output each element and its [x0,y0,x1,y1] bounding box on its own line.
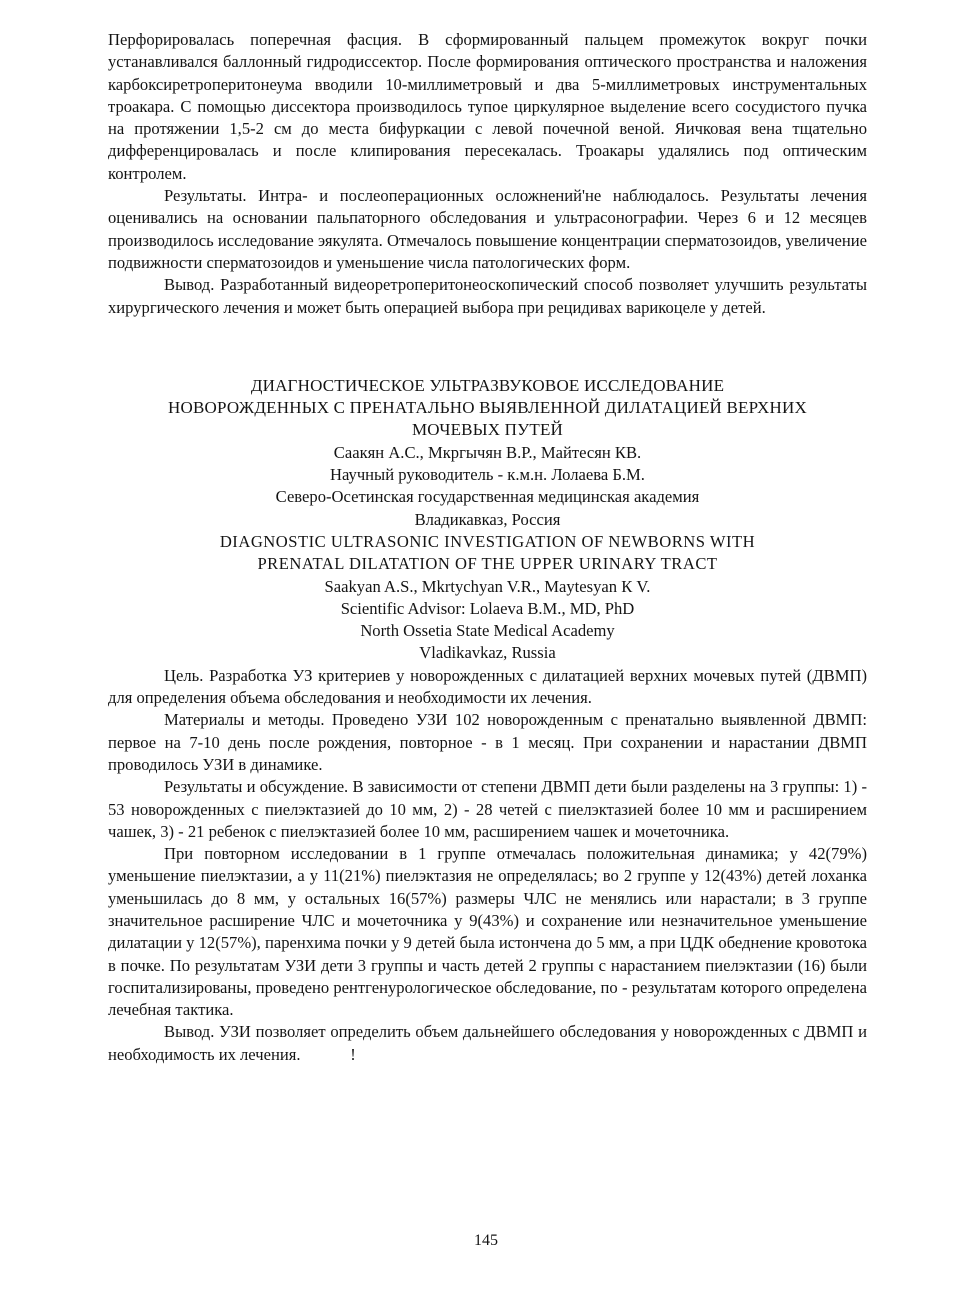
authors-en: Saakyan A.S., Mkrtychyan V.R., Maytesyan К V. [324,576,651,596]
title-ru-line-3: МОЧЕВЫХ ПУТЕЙ [411,420,564,440]
institution-en: North Ossetia State Medical Academy [360,621,615,641]
paragraph-methods: Материалы и методы. Проведено УЗИ 102 новорожденным с пренатально выявленной ДВМП: первое на 7-10 день после рождения, повторное - в 1 месяц. При сохранении и нарастании ДВМП проводилось УЗИ в динамике. [108,710,867,774]
city-en: Vladikavkaz, Russia [419,643,556,663]
city-ru: Владикавказ, Россия [414,509,561,529]
section-gap [108,319,867,375]
paragraph-conclusion: Вывод. УЗИ позволяет определить объем дальнейшего обследования у новорожденных с ДВМП и необходимость их лечения. ! [108,1022,872,1064]
title-en-line-1: DIAGNOSTIC ULTRASONIC INVESTIGATION OF NEWBORNS WITH [219,531,756,551]
page-body [108,29,872,1066]
authors-ru: Саакян А.С., Мкргычян В.Р., Майтесян КВ. [333,442,642,462]
prev-paragraph-results: Результаты. Интра- и послеоперационных осложнений'не наблюдалось. Результаты лечения оценивались на основании пальпаторного обследования и ультрасонографии. Через 6 и 12 месяцев производилось исследование эякулята. Отмечалось повышение концентрации сперматозоидов, увеличение подвижности сперматозоидов и уменьшение числа патологических форм. [108,186,867,272]
institution-ru: Северо-Осетинская государственная медицинская академия [275,487,700,507]
advisor-ru: Научный руководитель - к.м.н. Лолаева Б.М. [330,465,645,485]
paragraph-repeat-study: При повторном исследовании в 1 группе отмечалась положительная динамика; у 42(79%) уменьшение пиелэктазии, а у 11(21%) пиелэктазия не определялась; во 2 группе у 12(43%) детей лоханка уменьшилась до 8 мм, у остальных 16(57%) размеры ЧЛС не менялись или нарастали; в 3 группе значительное расширение ЧЛС и мочеточника у 9(43%) и сохранение или незначительное уменьшение дилатации у 12(57%), паренхима почки у 9 детей была истончена до 5 мм, а при ЦДК обеднение кровотока в почке. По результатам УЗИ дети 3 группы и часть детей 2 группы с нарастанием пиелэктазии (16) были госпитализированы, проведено рентгенурологическое обследование, по - результатам которого определена лечебная тактика. [108,844,867,1020]
title-ru-line-1: ДИАГНОСТИЧЕСКОЕ УЛЬТРАЗВУКОВОЕ ИССЛЕДОВАНИЕ [250,375,725,395]
page-number: 145 [474,1232,498,1249]
prev-paragraph-methods: Перфорировалась поперечная фасция. В сформированный пальцем промежуток вокруг почки устанавливался баллонный гидродиссектор. После формирования оптического пространства и наложения карбоксиретроперитонеума вводили 10-миллиметровый и два 5-миллиметровых инструментальных троакара. С помощью диссектора производилось тупое циркулярное выделение всего сосудистого пучка на протяжении 1,5-2 см до места бифуркации с левой почечной веной. Яичковая вена тщательно дифференцировалась и после клипирования пересекалась. Троакары удалялись под оптическим контролем. [108,30,867,183]
paragraph-aim: Цель. Разработка УЗ критериев у новорожденных с дилатацией верхних мочевых путей (ДВМП) для определения объема обследования и необходимости их лечения. [108,665,867,708]
advisor-en: Scientific Advisor: Lolaeva B.M., MD, PhD [340,598,635,618]
article-header [108,375,867,665]
paragraph-results: Результаты и обсуждение. В зависимости от степени ДВМП дети были разделены на 3 группы: 1) - 53 новорожденных с пиелэктазией до 10 мм, 2) - 28 четей с пиелэктазией более 10 мм и расширением чашек, 3) - 21 ребенок с пиелэктазией более 10 мм, расширением чашек и мочеточника. [108,777,867,841]
title-en-line-2: PRENATAL DILATATION OF THE UPPER URINARY TRACT [257,554,718,574]
title-ru-line-2: НОВОРОЖДЕННЫХ С ПРЕНАТАЛЬНО ВЫЯВЛЕННОЙ ДИЛАТАЦИЕЙ ВЕРХНИХ [168,398,807,418]
prev-paragraph-conclusion: Вывод. Разработанный видеоретроперитонеоскопический способ позволяет улучшить результаты хирургического лечения и может быть операцией выбора при рецидивах варикоцеле у детей. [108,275,867,317]
